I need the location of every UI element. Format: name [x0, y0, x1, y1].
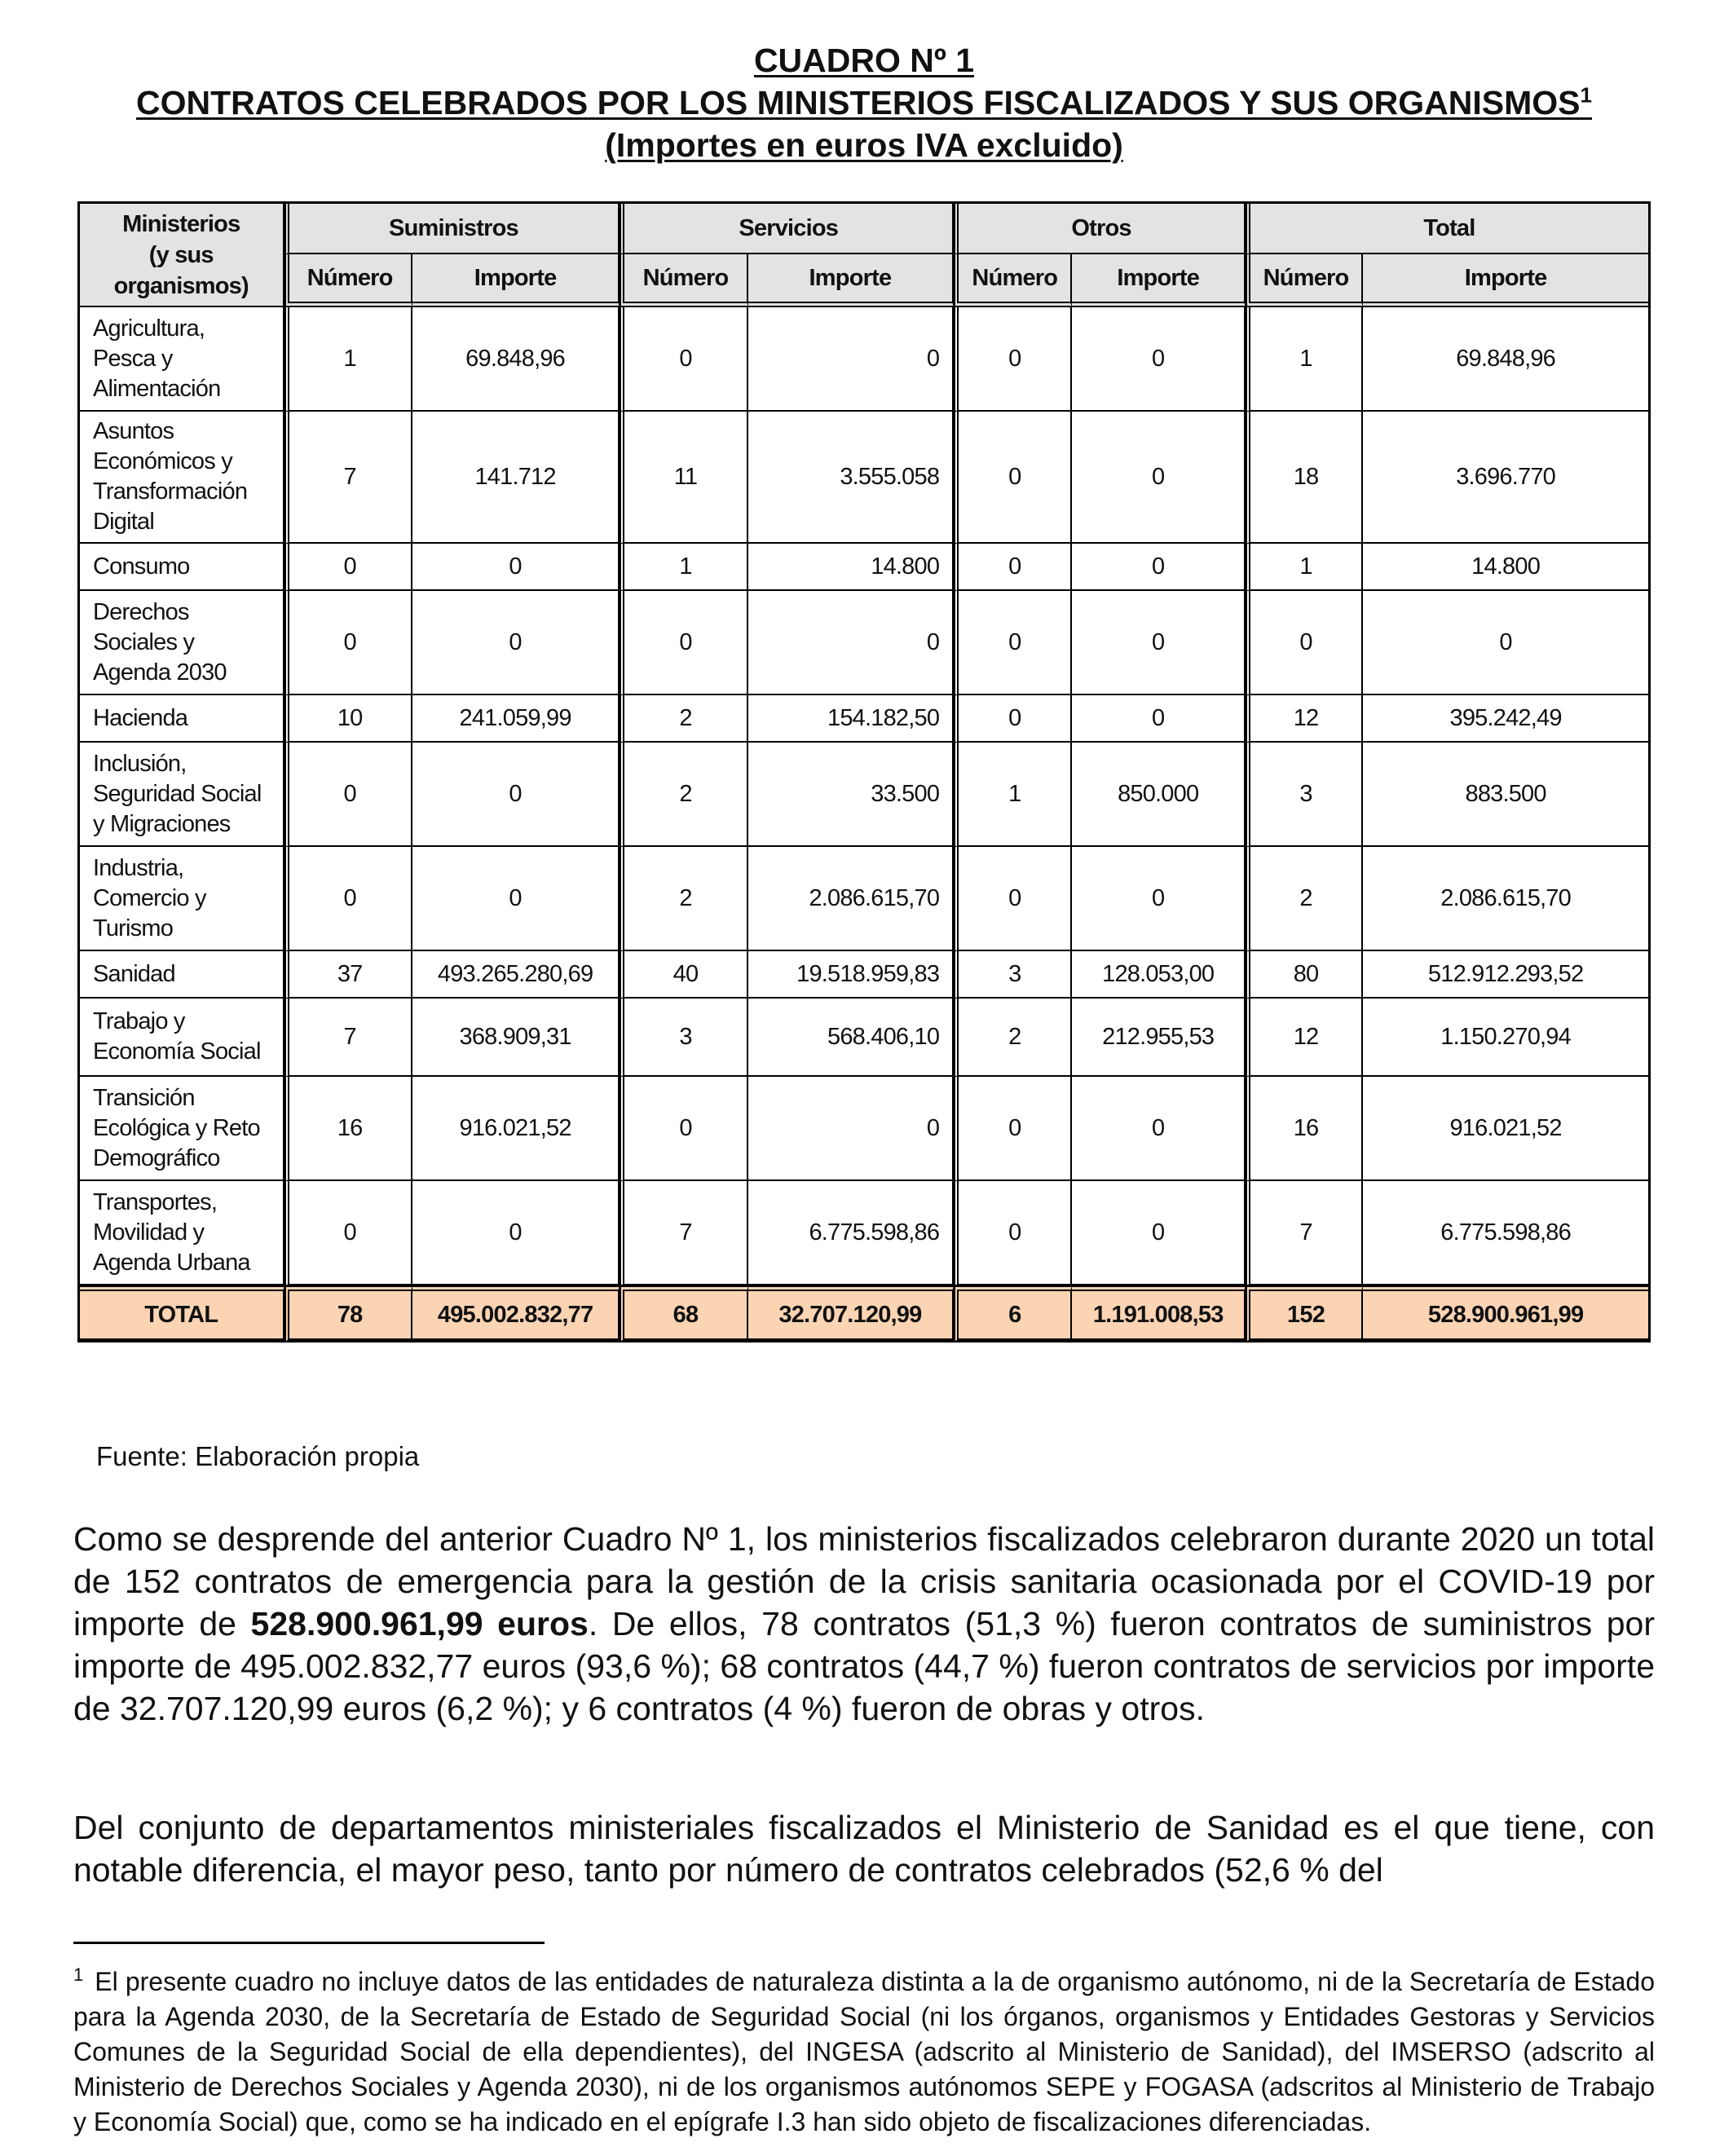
ministry-name: [80, 999, 284, 1077]
count-cell: 0: [954, 1077, 1072, 1181]
amount-cell: 0: [412, 544, 620, 591]
column-header: Número: [954, 254, 1072, 307]
total-row: [80, 1285, 1648, 1343]
table-source: Fuente: Elaboración propia: [96, 1441, 420, 1471]
caption-units: (Importes en euros IVA excluido): [605, 126, 1123, 164]
ministry-name: [80, 544, 284, 591]
amount-cell: 0: [748, 307, 955, 412]
amount-cell: 69.848,96: [412, 307, 620, 412]
column-header: Número: [284, 254, 412, 307]
ministry-name-line: Seguridad Social: [93, 780, 262, 807]
total-count-cell: 68: [620, 1285, 747, 1343]
count-cell: 0: [284, 743, 412, 847]
amount-cell: 19.518.959,83: [748, 951, 955, 999]
count-cell: 0: [620, 1077, 747, 1181]
amount-cell: 69.848,96: [1363, 307, 1648, 412]
total-count-cell: 78: [284, 1285, 412, 1343]
total-amount-cell: 495.002.832,77: [412, 1285, 620, 1343]
table-row: [80, 999, 1648, 1077]
amount-cell: 0: [1072, 847, 1245, 951]
count-cell: 0: [620, 591, 747, 695]
table-row: [80, 847, 1648, 951]
ministry-name-line: Movilidad y: [93, 1219, 205, 1246]
count-cell: 0: [954, 847, 1072, 951]
ministry-name: [80, 1181, 284, 1285]
amount-cell: 0: [1072, 412, 1245, 544]
column-header: Número: [620, 254, 747, 307]
ministry-name-line: Sanidad: [93, 960, 175, 987]
ministries-header-line: organismos): [113, 272, 249, 299]
ministry-name: [80, 591, 284, 695]
ministry-name-line: Consumo: [93, 553, 190, 580]
ministry-name: [80, 307, 284, 412]
count-cell: 0: [954, 544, 1072, 591]
paragraph-text: . De ellos, 78 contratos (51,3 %) fueron contratos de suministros por importe de 495.002.832,77 euros (93,6 %); 68 contratos (44,7 %) fueron contratos de servicios por importe de 32.707.120,99 euros (6,2 %); y 6 contratos (4 %) fueron de obras y otros.: [73, 1605, 1655, 1727]
ministry-name-line: Pesca y: [93, 345, 173, 372]
total-amount-cell: 528.900.961,99: [1363, 1285, 1648, 1343]
table-row: [80, 1181, 1648, 1285]
amount-cell: 0: [748, 1077, 955, 1181]
count-cell: 16: [1246, 1077, 1363, 1181]
footnote-marker: 1: [73, 1964, 84, 1986]
count-cell: 0: [284, 544, 412, 591]
amount-cell: 0: [412, 847, 620, 951]
paragraph-sanidad: Del conjunto de departamentos ministeriales fiscalizados el Ministerio de Sanidad es el que tiene, con notable diferencia, el mayor peso, tanto por número de contratos celebrados (52,6 % del: [73, 1809, 1655, 1889]
ministry-name-line: Demográfico: [93, 1144, 220, 1171]
amount-cell: 241.059,99: [412, 695, 620, 743]
ministry-name-line: Ecológica y Reto: [93, 1114, 260, 1141]
count-cell: 18: [1246, 412, 1363, 544]
count-cell: 80: [1246, 951, 1363, 999]
ministry-name-line: Digital: [93, 509, 154, 535]
amount-cell: 14.800: [1363, 544, 1648, 591]
ministry-name-line: Transformación: [93, 478, 248, 505]
amount-cell: 14.800: [748, 544, 955, 591]
table-row: [80, 743, 1648, 847]
column-header: Importe: [412, 254, 620, 307]
amount-cell: 6.775.598,86: [1363, 1181, 1648, 1285]
table-row: [80, 544, 1648, 591]
ministry-name: [80, 695, 284, 743]
group-header-suministros: Suministros: [284, 204, 620, 254]
group-header-otros: Otros: [954, 204, 1246, 254]
count-cell: 0: [954, 307, 1072, 412]
amount-cell: 0: [1072, 1077, 1245, 1181]
ministries-header-line: (y sus: [148, 241, 214, 268]
footnote-text: El presente cuadro no incluye datos de las entidades de naturaleza distinta a la de organismo autónomo, ni de la Secretaría de Estado para la Agenda 2030, de la Secretaría de Estado de Seguridad Social (ni los órganos, organismos y Entidades Gestoras y Servicios Comunes de la Seguridad Social de ella dependientes), del INGESA (adscrito al Ministerio de Sanidad), del IMSERSO (adscrito al Ministerio de Derechos Sociales y Agenda 2030), ni de los organismos autónomos SEPE y FOGASA (adscritos al Ministerio de Trabajo y Economía Social) que, como se ha indicado en el epígrafe I.3 han sido objeto de fiscalizaciones diferenciadas.: [73, 1967, 1655, 2136]
ministry-name-line: Derechos: [93, 598, 189, 625]
count-cell: 2: [620, 743, 747, 847]
caption-number: CUADRO Nº 1: [753, 42, 975, 79]
count-cell: 0: [284, 1181, 412, 1285]
ministry-name-line: Alimentación: [93, 375, 221, 402]
total-count-cell: 152: [1246, 1285, 1363, 1343]
caption-title: [73, 82, 1655, 124]
caption-title-text: CONTRATOS CELEBRADOS POR LOS MINISTERIOS FISCALIZADOS Y SUS ORGANISMOS: [136, 84, 1581, 121]
amount-cell: 0: [1363, 591, 1648, 695]
ministry-name-line: Inclusión,: [93, 750, 187, 777]
amount-cell: 850.000: [1072, 743, 1245, 847]
count-cell: 0: [954, 1181, 1072, 1285]
amount-cell: 568.406,10: [748, 999, 955, 1077]
count-cell: 7: [620, 1181, 747, 1285]
table-body: [80, 307, 1648, 1343]
amount-cell: 0: [1072, 544, 1245, 591]
ministry-name-line: Economía Social: [93, 1038, 261, 1065]
count-cell: 2: [954, 999, 1072, 1077]
count-cell: 40: [620, 951, 747, 999]
group-header-total: Total: [1246, 204, 1648, 254]
count-cell: 37: [284, 951, 412, 999]
group-header-servicios: Servicios: [620, 204, 954, 254]
amount-cell: 0: [1072, 591, 1245, 695]
count-cell: 2: [620, 695, 747, 743]
amount-cell: 3.555.058: [748, 412, 955, 544]
amount-cell: 0: [1072, 307, 1245, 412]
ministry-name-line: Económicos y: [93, 448, 232, 474]
count-cell: 7: [284, 999, 412, 1077]
amount-cell: 368.909,31: [412, 999, 620, 1077]
table-row: [80, 307, 1648, 412]
column-header: Importe: [1363, 254, 1648, 307]
count-cell: 16: [284, 1077, 412, 1181]
count-cell: 0: [1246, 591, 1363, 695]
ministry-name: [80, 847, 284, 951]
column-header: Importe: [748, 254, 955, 307]
ministry-name-line: y Migraciones: [93, 810, 231, 837]
count-cell: 0: [954, 412, 1072, 544]
amount-cell: 33.500: [748, 743, 955, 847]
paragraph-text: Como se desprende del anterior Cuadro Nº 1, los ministerios fiscalizados celebraron durante 2020 un total de 152 contratos de emergencia para la gestión de la crisis sanitaria ocasionada por el COVID-19 por importe de: [73, 1520, 1655, 1642]
table-row: [80, 695, 1648, 743]
count-cell: 1: [1246, 307, 1363, 412]
total-count-cell: 6: [954, 1285, 1072, 1343]
count-cell: 3: [620, 999, 747, 1077]
ministry-name: [80, 1077, 284, 1181]
amount-cell: 1.150.270,94: [1363, 999, 1648, 1077]
ministry-name-line: Trabajo y: [93, 1008, 185, 1034]
amount-cell: 916.021,52: [412, 1077, 620, 1181]
paragraph-bold-amount: 528.900.961,99 euros: [250, 1605, 589, 1642]
ministry-name: [80, 951, 284, 999]
paragraph-summary: [73, 1518, 1655, 1730]
count-cell: 11: [620, 412, 747, 544]
ministry-name: [80, 743, 284, 847]
amount-cell: 2.086.615,70: [1363, 847, 1648, 951]
ministry-name-line: Agenda 2030: [93, 659, 227, 686]
amount-cell: 0: [412, 1181, 620, 1285]
ministry-name-line: Agricultura,: [93, 315, 205, 342]
ministry-name-line: Agenda Urbana: [93, 1249, 250, 1276]
amount-cell: 212.955,53: [1072, 999, 1245, 1077]
ministry-name-line: Transición: [93, 1084, 195, 1111]
count-cell: 1: [954, 743, 1072, 847]
total-amount-cell: 1.191.008,53: [1072, 1285, 1245, 1343]
count-cell: 7: [284, 412, 412, 544]
count-cell: 0: [620, 307, 747, 412]
count-cell: 1: [1246, 544, 1363, 591]
count-cell: 7: [1246, 1181, 1363, 1285]
amount-cell: 395.242,49: [1363, 695, 1648, 743]
count-cell: 10: [284, 695, 412, 743]
ministries-header-line: Ministerios: [122, 210, 240, 237]
amount-cell: 0: [412, 743, 620, 847]
footnote-ref[interactable]: 1: [1580, 82, 1592, 108]
ministry-name-line: Comercio y: [93, 884, 206, 911]
count-cell: 0: [954, 695, 1072, 743]
amount-cell: 916.021,52: [1363, 1077, 1648, 1181]
contracts-table: [77, 201, 1651, 1343]
amount-cell: 128.053,00: [1072, 951, 1245, 999]
count-cell: 2: [1246, 847, 1363, 951]
count-cell: 0: [954, 591, 1072, 695]
ministry-name-line: Turismo: [93, 915, 174, 941]
count-cell: 12: [1246, 695, 1363, 743]
footnote-separator: [73, 1942, 545, 1944]
amount-cell: 3.696.770: [1363, 412, 1648, 544]
amount-cell: 6.775.598,86: [748, 1181, 955, 1285]
count-cell: 1: [620, 544, 747, 591]
total-label: TOTAL: [80, 1285, 284, 1343]
ministry-name-line: Sociales y: [93, 628, 195, 655]
column-header: Importe: [1072, 254, 1245, 307]
count-cell: 3: [954, 951, 1072, 999]
table-row: [80, 1077, 1648, 1181]
amount-cell: 0: [748, 591, 955, 695]
footnote: [73, 1964, 1655, 2140]
count-cell: 0: [284, 591, 412, 695]
amount-cell: 0: [1072, 695, 1245, 743]
amount-cell: 2.086.615,70: [748, 847, 955, 951]
ministry-name-line: Hacienda: [93, 704, 188, 731]
column-header: Número: [1246, 254, 1363, 307]
count-cell: 0: [284, 847, 412, 951]
table-row: [80, 951, 1648, 999]
table-row: [80, 591, 1648, 695]
amount-cell: 154.182,50: [748, 695, 955, 743]
amount-cell: 493.265.280,69: [412, 951, 620, 999]
table-row: [80, 412, 1648, 544]
amount-cell: 0: [412, 591, 620, 695]
total-amount-cell: 32.707.120,99: [748, 1285, 955, 1343]
amount-cell: 883.500: [1363, 743, 1648, 847]
count-cell: 2: [620, 847, 747, 951]
count-cell: 3: [1246, 743, 1363, 847]
count-cell: 1: [284, 307, 412, 412]
ministry-name-line: Industria,: [93, 854, 184, 881]
count-cell: 12: [1246, 999, 1363, 1077]
ministry-name-line: Asuntos: [93, 418, 174, 444]
table-caption: [73, 39, 1655, 166]
ministry-name-line: Transportes,: [93, 1188, 218, 1215]
ministries-header: [80, 204, 284, 307]
amount-cell: 141.712: [412, 412, 620, 544]
ministry-name: [80, 412, 284, 544]
amount-cell: 0: [1072, 1181, 1245, 1285]
amount-cell: 512.912.293,52: [1363, 951, 1648, 999]
